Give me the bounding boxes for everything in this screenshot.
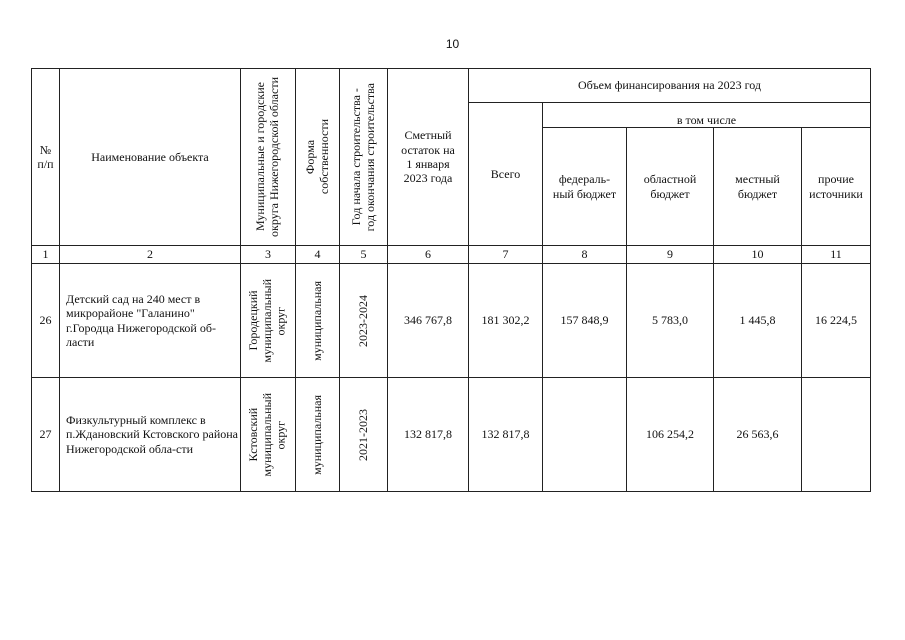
header-total: Всего	[469, 103, 543, 246]
header-regional: областной бюджет	[627, 128, 714, 246]
district-cell: Городецкий муниципальный округ	[241, 264, 296, 378]
header-financing-title: Объем финансирования на 2023 год	[469, 69, 871, 103]
table-row	[32, 378, 871, 492]
header-estimate: Сметный остаток на 1 января 2023 года	[388, 69, 469, 246]
regional-value: 5 783,0	[627, 264, 714, 378]
object-name: Детский сад на 240 мест в микрорайоне "Галанино" г.Городца Нижегородской об-ласти	[60, 264, 241, 378]
other-value: 16 224,5	[802, 264, 871, 378]
column-number: 3	[241, 246, 296, 264]
financing-table	[31, 68, 871, 492]
district-cell: Кстовский муниципальный округ	[241, 378, 296, 492]
page-number: 10	[445, 37, 460, 51]
years-cell: 2021-2023	[340, 378, 388, 492]
federal-value: 157 848,9	[543, 264, 627, 378]
estimate-value: 346 767,8	[388, 264, 469, 378]
header-local: местный бюджет	[714, 128, 802, 246]
column-number: 9	[627, 246, 714, 264]
column-number: 10	[714, 246, 802, 264]
header-federal: федераль- ный бюджет	[543, 128, 627, 246]
header-years: Год начала строительства - год окончания строительства	[340, 69, 388, 246]
local-value: 1 445,8	[714, 264, 802, 378]
column-number: 8	[543, 246, 627, 264]
estimate-value: 132 817,8	[388, 378, 469, 492]
local-value: 26 563,6	[714, 378, 802, 492]
column-number: 1	[32, 246, 60, 264]
ownership-cell: муниципальная	[296, 378, 340, 492]
header-district: Муниципальные и городские округа Нижегородской области	[241, 69, 296, 246]
object-name: Физкультурный комплекс в п.Ждановский Кстовского района Нижегородской обла-сти	[60, 378, 241, 492]
ownership-cell: муниципальная	[296, 264, 340, 378]
header-including: в том числе	[543, 103, 871, 128]
header-ownership: Форма собственности	[296, 69, 340, 246]
years-cell: 2023-2024	[340, 264, 388, 378]
column-number: 11	[802, 246, 871, 264]
total-value: 181 302,2	[469, 264, 543, 378]
header-object-name: Наименование объекта	[60, 69, 241, 246]
table-row	[32, 264, 871, 378]
column-number: 6	[388, 246, 469, 264]
column-number: 4	[296, 246, 340, 264]
federal-value	[543, 378, 627, 492]
column-number-row	[32, 246, 871, 264]
row-number: 26	[32, 264, 60, 378]
row-number: 27	[32, 378, 60, 492]
column-number: 2	[60, 246, 241, 264]
other-value	[802, 378, 871, 492]
column-number: 5	[340, 246, 388, 264]
total-value: 132 817,8	[469, 378, 543, 492]
regional-value: 106 254,2	[627, 378, 714, 492]
header-row-number: № п/п	[32, 69, 60, 246]
header-other: прочие источники	[802, 128, 871, 246]
column-number: 7	[469, 246, 543, 264]
